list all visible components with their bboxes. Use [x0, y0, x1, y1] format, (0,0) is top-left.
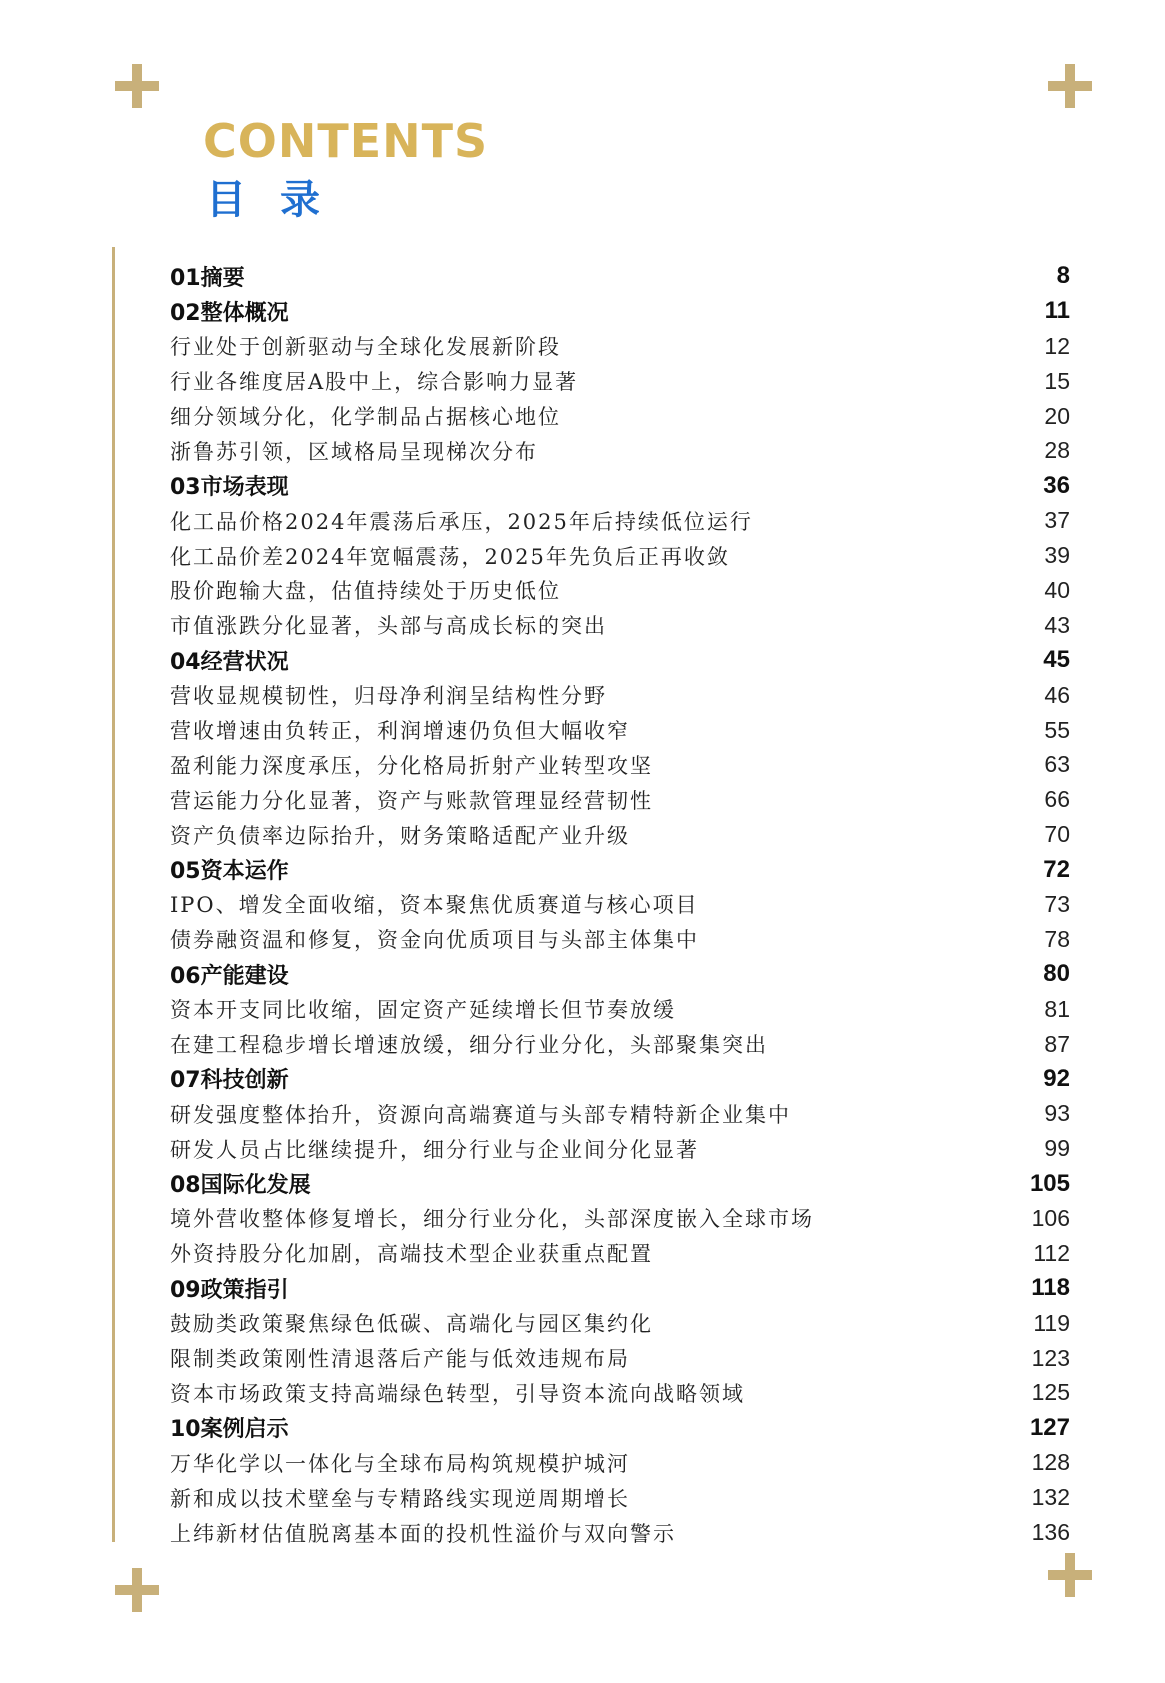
toc-entry-title: 营运能力分化显著，资产与账款管理显经营韧性: [170, 788, 653, 813]
toc-page-number: 123: [1031, 1344, 1070, 1371]
toc-page-number: 46: [1044, 681, 1070, 708]
toc-entry-row[interactable]: [170, 329, 1070, 364]
toc-page-number: 70: [1044, 821, 1070, 848]
toc-page-number: 72: [1043, 855, 1070, 883]
toc-entry-title: 万华化学以一体化与全球布局构筑规模护城河: [170, 1451, 630, 1476]
toc-entry-row[interactable]: [170, 782, 1070, 817]
toc-page-number: 12: [1044, 332, 1070, 359]
toc-entry-title: 行业处于创新驱动与全球化发展新阶段: [170, 335, 561, 360]
toc-section-title: 06产能建设: [170, 963, 289, 989]
toc-page-number: 99: [1044, 1135, 1070, 1162]
toc-page-number: 43: [1044, 611, 1070, 638]
toc-page-number: 127: [1029, 1413, 1070, 1441]
toc-entry-row[interactable]: [170, 1096, 1070, 1131]
toc-entry-title: IPO、增发全面收缩，资本聚焦优质赛道与核心项目: [170, 893, 699, 918]
toc-page-number: 125: [1031, 1379, 1070, 1406]
toc-entry-row[interactable]: [170, 1027, 1070, 1062]
toc-page-number: 11: [1044, 297, 1070, 325]
toc-page-number: 8: [1056, 262, 1070, 290]
toc-entry-title: 化工品价格2024年震荡后承压，2025年后持续低位运行: [170, 509, 753, 534]
toc-page-number: 20: [1044, 402, 1070, 429]
toc-entry-title: 鼓励类政策聚焦绿色低碳、高端化与园区集约化: [170, 1312, 653, 1337]
toc-page-number: 39: [1044, 542, 1070, 569]
toc-entry-row[interactable]: [170, 1131, 1070, 1166]
toc-entry-row[interactable]: [170, 1480, 1070, 1515]
toc-entry-row[interactable]: [170, 1341, 1070, 1376]
toc-section-row[interactable]: [170, 468, 1070, 503]
toc-entry-title: 资本开支同比收缩，固定资产延续增长但节奏放缓: [170, 998, 676, 1023]
toc-page-number: 40: [1044, 576, 1070, 603]
toc-page-number: 45: [1043, 646, 1070, 674]
toc-page-number: 78: [1044, 925, 1070, 952]
toc-page-number: 93: [1044, 1100, 1070, 1127]
toc-page-number: 37: [1044, 507, 1070, 534]
toc-entry-title: 限制类政策刚性清退落后产能与低效违规布局: [170, 1347, 630, 1372]
toc-entry-row[interactable]: [170, 992, 1070, 1027]
toc-entry-row[interactable]: [170, 678, 1070, 713]
toc-page-number: 55: [1044, 716, 1070, 743]
toc-section-row[interactable]: [170, 643, 1070, 678]
toc-section-row[interactable]: [170, 1061, 1070, 1096]
plus-decoration-bottom-right: [1048, 1553, 1092, 1597]
toc-entry-row[interactable]: [170, 747, 1070, 782]
toc-page-number: 66: [1044, 786, 1070, 813]
toc-section-title: 04经营状况: [170, 649, 289, 675]
toc-page-number: 92: [1043, 1064, 1070, 1092]
gold-divider-line: [112, 247, 115, 1542]
toc-entry-row[interactable]: [170, 1236, 1070, 1271]
toc-entry-title: 市值涨跌分化显著，头部与高成长标的突出: [170, 614, 607, 639]
toc-page-number: 132: [1031, 1484, 1070, 1511]
toc-section-row[interactable]: [170, 294, 1070, 329]
toc-entry-row[interactable]: [170, 538, 1070, 573]
toc-page-number: 119: [1033, 1309, 1070, 1336]
toc-page-number: 63: [1044, 751, 1070, 778]
toc-section-title: 07科技创新: [170, 1068, 289, 1094]
toc-page-number: 87: [1044, 1030, 1070, 1057]
toc-entry-title: 在建工程稳步增长增速放缓，细分行业分化，头部聚集突出: [170, 1033, 768, 1058]
toc-entry-row[interactable]: [170, 1201, 1070, 1236]
toc-page-number: 112: [1033, 1239, 1070, 1266]
toc-section-title: 05资本运作: [170, 859, 289, 885]
table-of-contents: [170, 259, 1070, 1550]
toc-entry-title: 盈利能力深度承压，分化格局折射产业转型攻坚: [170, 753, 653, 778]
toc-page-number: 28: [1044, 437, 1070, 464]
toc-section-row[interactable]: [170, 1166, 1070, 1201]
toc-entry-row[interactable]: [170, 1445, 1070, 1480]
toc-section-row[interactable]: [170, 957, 1070, 992]
toc-entry-title: 境外营收整体修复增长，细分行业分化，头部深度嵌入全球市场: [170, 1207, 814, 1232]
contents-title: CONTENTS: [203, 114, 489, 168]
toc-entry-row[interactable]: [170, 1306, 1070, 1341]
toc-page-number: 118: [1031, 1274, 1070, 1302]
toc-entry-title: 新和成以技术壁垒与专精路线实现逆周期增长: [170, 1486, 630, 1511]
toc-entry-title: 债券融资温和修复，资金向优质项目与头部主体集中: [170, 928, 699, 953]
plus-decoration-bottom-left: [115, 1568, 159, 1612]
plus-decoration-top-left: [115, 64, 159, 108]
toc-entry-row[interactable]: [170, 608, 1070, 643]
toc-entry-row[interactable]: [170, 887, 1070, 922]
toc-entry-title: 上纬新材估值脱离基本面的投机性溢价与双向警示: [170, 1521, 676, 1546]
toc-section-title: 03市场表现: [170, 475, 289, 501]
toc-entry-title: 细分领域分化，化学制品占据核心地位: [170, 405, 561, 429]
toc-entry-row[interactable]: [170, 573, 1070, 608]
toc-section-title: 09政策指引: [170, 1277, 289, 1303]
toc-entry-row[interactable]: [170, 1515, 1070, 1550]
toc-entry-title: 行业各维度居A股中上，综合影响力显著: [170, 370, 579, 395]
toc-entry-title: 研发人员占比继续提升，细分行业与企业间分化显著: [170, 1137, 699, 1162]
toc-entry-row[interactable]: [170, 364, 1070, 399]
contents-title-chinese: 目录: [206, 177, 354, 223]
toc-section-title: 01摘要: [170, 265, 245, 291]
toc-section-title: 10案例启示: [170, 1417, 289, 1443]
toc-page-number: 136: [1031, 1519, 1070, 1545]
toc-page-number: 128: [1031, 1449, 1070, 1476]
toc-entry-row[interactable]: [170, 817, 1070, 852]
toc-entry-row[interactable]: [170, 922, 1070, 957]
toc-page-number: 81: [1044, 995, 1070, 1022]
toc-page-number: 106: [1031, 1204, 1070, 1231]
toc-entry-title: 营收增速由负转正，利润增速仍负但大幅收窄: [170, 719, 630, 744]
toc-entry-row[interactable]: [170, 399, 1070, 434]
toc-page-number: 15: [1044, 367, 1070, 394]
toc-entry-title: 浙鲁苏引领，区域格局呈现梯次分布: [170, 439, 538, 464]
toc-entry-row[interactable]: [170, 1376, 1070, 1411]
plus-decoration-top-right: [1048, 64, 1092, 108]
toc-entry-title: 研发强度整体抬升，资源向高端赛道与头部专精特新企业集中: [170, 1102, 791, 1127]
toc-entry-title: 外资持股分化加剧，高端技术型企业获重点配置: [170, 1242, 653, 1267]
toc-entry-title: 资本市场政策支持高端绿色转型，引导资本流向战略领域: [170, 1381, 745, 1406]
toc-section-row[interactable]: [170, 852, 1070, 887]
toc-page-number: 80: [1043, 960, 1070, 988]
toc-entry-row[interactable]: [170, 433, 1070, 468]
toc-page-number: 36: [1043, 471, 1070, 499]
toc-entry-title: 营收显规模韧性，归母净利润呈结构性分野: [170, 684, 607, 709]
toc-page-number: 105: [1029, 1169, 1070, 1197]
toc-entry-title: 化工品价差2024年宽幅震荡，2025年先负后正再收敛: [170, 544, 730, 569]
toc-section-row[interactable]: [170, 259, 1070, 294]
toc-section-title: 02整体概况: [170, 300, 289, 326]
toc-section-row[interactable]: [170, 1271, 1070, 1306]
toc-entry-title: 股价跑输大盘，估值持续处于历史低位: [170, 579, 561, 604]
toc-entry-title: 资产负债率边际抬升，财务策略适配产业升级: [170, 823, 630, 848]
toc-entry-row[interactable]: [170, 503, 1070, 538]
toc-entry-row[interactable]: [170, 713, 1070, 748]
toc-section-title: 08国际化发展: [170, 1173, 311, 1199]
toc-section-row[interactable]: [170, 1410, 1070, 1445]
toc-page-number: 73: [1044, 890, 1070, 917]
